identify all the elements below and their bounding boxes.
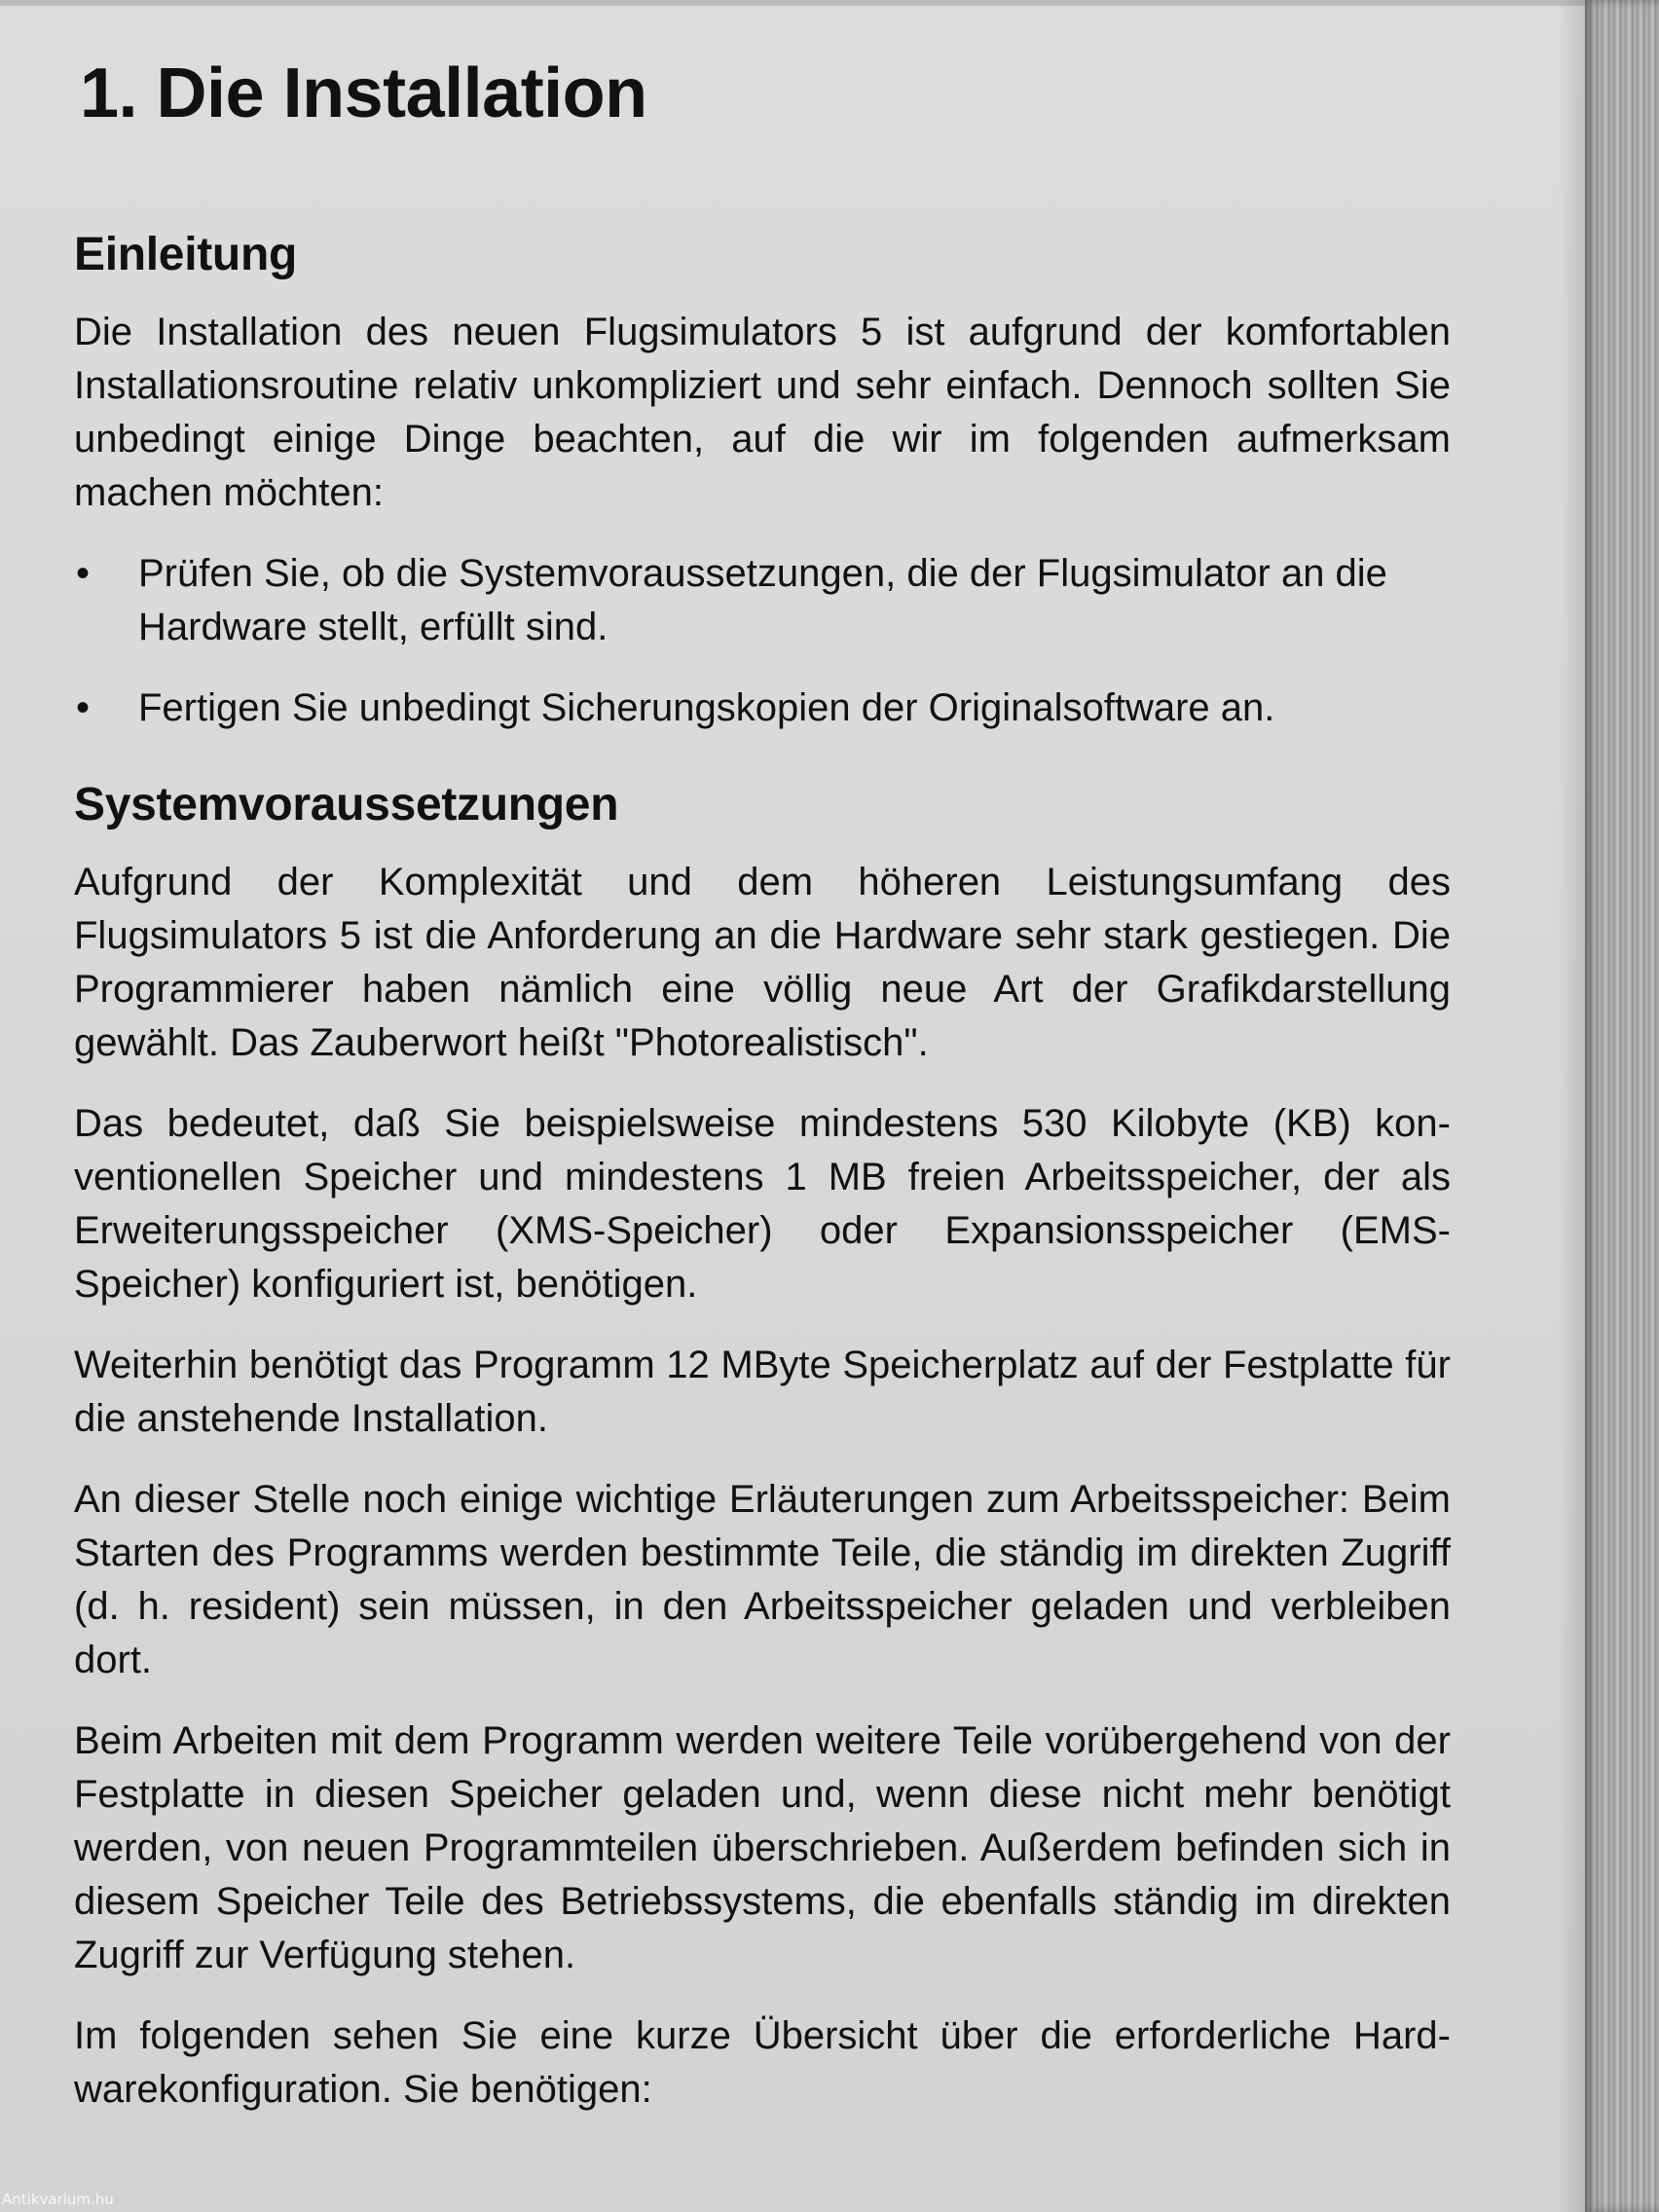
section-heading-einleitung: Einleitung (74, 229, 297, 280)
book-page-edges (1585, 0, 1659, 2212)
list-item (68, 682, 1451, 735)
bullet-icon: • (76, 552, 91, 595)
page-gutter-shadow (1558, 0, 1585, 2212)
page-top-rule (0, 0, 1585, 6)
requirements-paragraph: An dieser Stelle noch einige wichtige Erläuterungen zum Arbeitsspeicher: Beim Starten des Programms werden bestimmte Teile, die ständig im direkten Zugriff (d. h. resident) sein müssen, in den Arbeitsspeicher geladen und verbleiben dort. (74, 1478, 1451, 1681)
intro-paragraph: Die Installation des neuen Flugsimulators 5 ist aufgrund der komfortablen Installationsroutine relativ unkompliziert und sehr einfach. Dennoch sollten Sie unbedingt einige Dinge beachten, auf die wir im folgenden aufmerksam machen möchten: (74, 311, 1451, 514)
requirements-paragraph: Aufgrund der Komplexität und dem höheren Leistungsumfang des Flugsimulators 5 ist die Anforderung an die Hardware sehr stark gestiegen. Die Programmierer haben nämlich eine völlig neue Art der Grafikdarstellung gewählt. Das Zauberwort heißt "Photorealistisch". (74, 861, 1451, 1064)
requirements-paragraph: Im folgenden sehen Sie eine kurze Übersicht über die erforderliche Hardwarekonfiguration. Sie benötigen: (74, 2014, 1451, 2111)
requirements-paragraph: Beim Arbeiten mit dem Programm werden weitere Teile vorübergehend von der Festplatte in diesen Speicher geladen und, wenn diese nicht mehr benötigt werden, von neuen Programmteilen überschrieben. Außerdem befinden sich in diesem Speicher Teile des Betriebssystems, die ebenfalls ständig im direkten Zugriff zur Verfügung stehen. (74, 1719, 1451, 1976)
requirements-paragraph: Weiterhin benötigt das Programm 12 MByte Speicherplatz auf der Festplatte für die anstehende Installation. (74, 1344, 1451, 1440)
list-item (68, 547, 1451, 654)
list-item-text: Prüfen Sie, ob die Systemvoraussetzungen, die der Flugsimulator an die Hardware stellt, erfüllt sind. (138, 552, 1387, 648)
bullet-icon: • (76, 686, 91, 729)
intro-bullet-list (68, 547, 1451, 735)
watermark: Antikvarium.hu (2, 2191, 114, 2208)
chapter-title: 1. Die Installation (80, 55, 647, 132)
section-heading-systemvoraussetzungen: Systemvoraussetzungen (74, 779, 619, 830)
page-content (68, 47, 1451, 2144)
requirements-paragraph: Das bedeutet, daß Sie beispielsweise mindestens 530 Kilobyte (KB) konventionellen Speicher und mindestens 1 MB freien Arbeitsspeicher, der als Erweiterungsspeicher (XMS-Speicher) oder Expansionsspeicher (EMS-Speicher) konfiguriert ist, benötigen. (74, 1102, 1451, 1306)
list-item-text: Fertigen Sie unbedingt Sicherungskopien der Originalsoftware an. (138, 686, 1275, 729)
